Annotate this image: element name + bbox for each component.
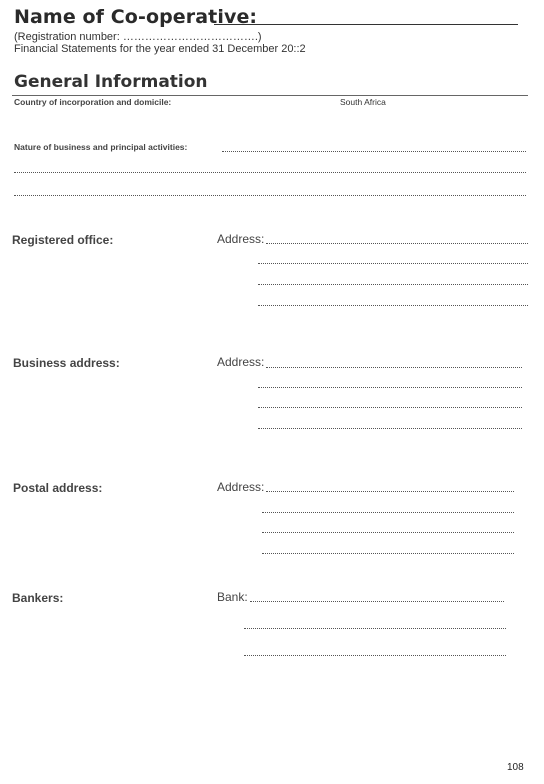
business-address-line[interactable] <box>266 367 522 368</box>
registered-office-address-line[interactable] <box>266 243 528 244</box>
postal-address-line[interactable] <box>262 553 514 554</box>
nature-of-business-line[interactable] <box>14 195 526 196</box>
business-address-line[interactable] <box>258 407 522 408</box>
section-title: General Information <box>14 72 208 92</box>
business-address-line[interactable] <box>258 387 522 388</box>
page-number: 108 <box>507 762 524 773</box>
registered-office-address-label: Address: <box>217 232 265 246</box>
business-address-label: Address: <box>217 355 265 369</box>
registration-number-line: (Registration number: ……………………………….) <box>14 31 262 43</box>
registered-office-address-line[interactable] <box>258 263 528 264</box>
cooperative-name-line[interactable] <box>214 24 518 25</box>
postal-address-line[interactable] <box>262 512 514 513</box>
country-value: South Africa <box>340 97 386 107</box>
cooperative-name-label: Name of Co-operative: <box>14 6 258 28</box>
bank-line[interactable] <box>244 655 506 656</box>
section-divider <box>12 95 528 96</box>
registered-office-address-line[interactable] <box>258 284 528 285</box>
bank-line[interactable] <box>244 628 506 629</box>
business-address-line[interactable] <box>258 428 522 429</box>
financial-statement-period: Financial Statements for the year ended 31 December 20::2 <box>14 43 306 55</box>
business-address-heading: Business address: <box>13 356 120 370</box>
country-label: Country of incorporation and domicile: <box>14 97 172 107</box>
bank-label: Bank: <box>217 590 248 604</box>
postal-address-line[interactable] <box>262 532 514 533</box>
registered-office-address-line[interactable] <box>258 305 528 306</box>
registered-office-heading: Registered office: <box>12 233 114 247</box>
nature-of-business-line[interactable] <box>222 151 526 152</box>
nature-of-business-label: Nature of business and principal activities: <box>14 142 188 152</box>
bank-line[interactable] <box>250 601 504 602</box>
postal-address-heading: Postal address: <box>13 481 103 495</box>
bankers-heading: Bankers: <box>12 591 64 605</box>
postal-address-line[interactable] <box>266 491 514 492</box>
nature-of-business-line[interactable] <box>14 172 526 173</box>
postal-address-label: Address: <box>217 480 265 494</box>
